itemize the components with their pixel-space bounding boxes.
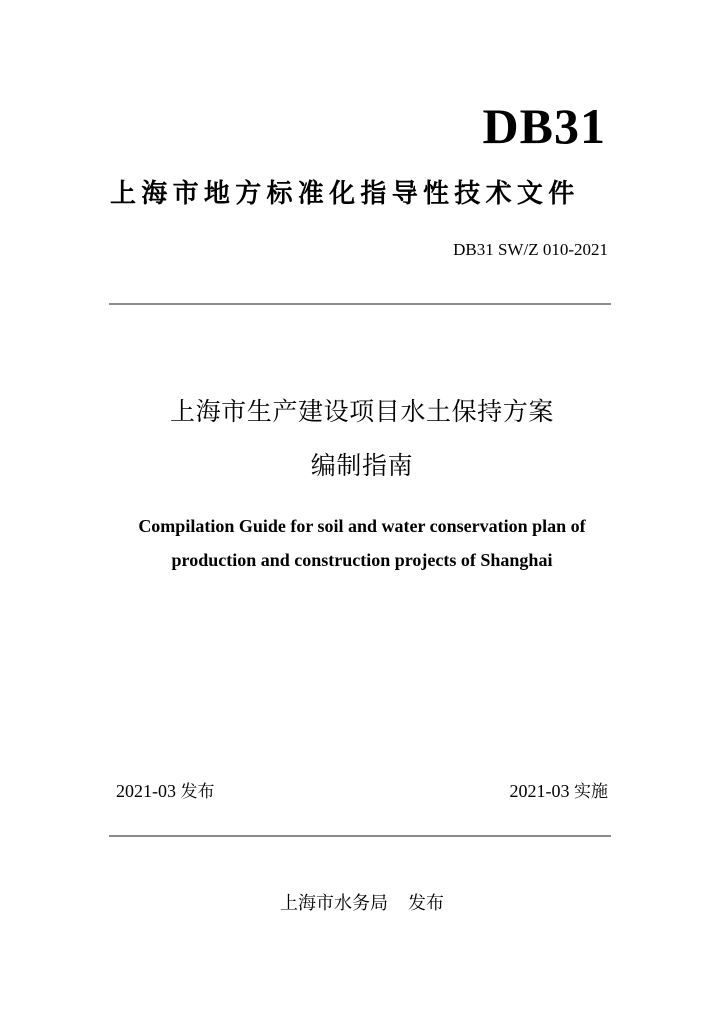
english-title-line-1: Compilation Guide for soil and water conservation plan of (138, 516, 586, 536)
chinese-title-line-1: 上海市生产建设项目水土保持方案 (169, 397, 554, 426)
implementation-date-value: 2021-03 (509, 781, 570, 801)
top-divider (109, 303, 611, 305)
document-category: 上海市地方标准化指导性技术文件 (110, 179, 580, 209)
issuing-authority (0, 890, 724, 918)
bottom-divider (109, 835, 611, 837)
chinese-title-line-2: 编制指南 (310, 451, 414, 480)
issue-date-label: 发布 (180, 782, 215, 802)
issue-date-value: 2021-03 (116, 781, 176, 801)
issuer-name: 上海市水务局 (280, 893, 388, 914)
issue-date (116, 778, 215, 805)
standard-code: DB31 (482, 98, 606, 154)
issuer-action: 发布 (408, 893, 444, 914)
implementation-date-label: 实施 (574, 782, 608, 802)
implementation-date (510, 778, 609, 805)
english-title-line-2: production and construction projects of Shanghai (171, 550, 553, 570)
standard-number: DB31 SW/Z 010-2021 (453, 240, 608, 259)
